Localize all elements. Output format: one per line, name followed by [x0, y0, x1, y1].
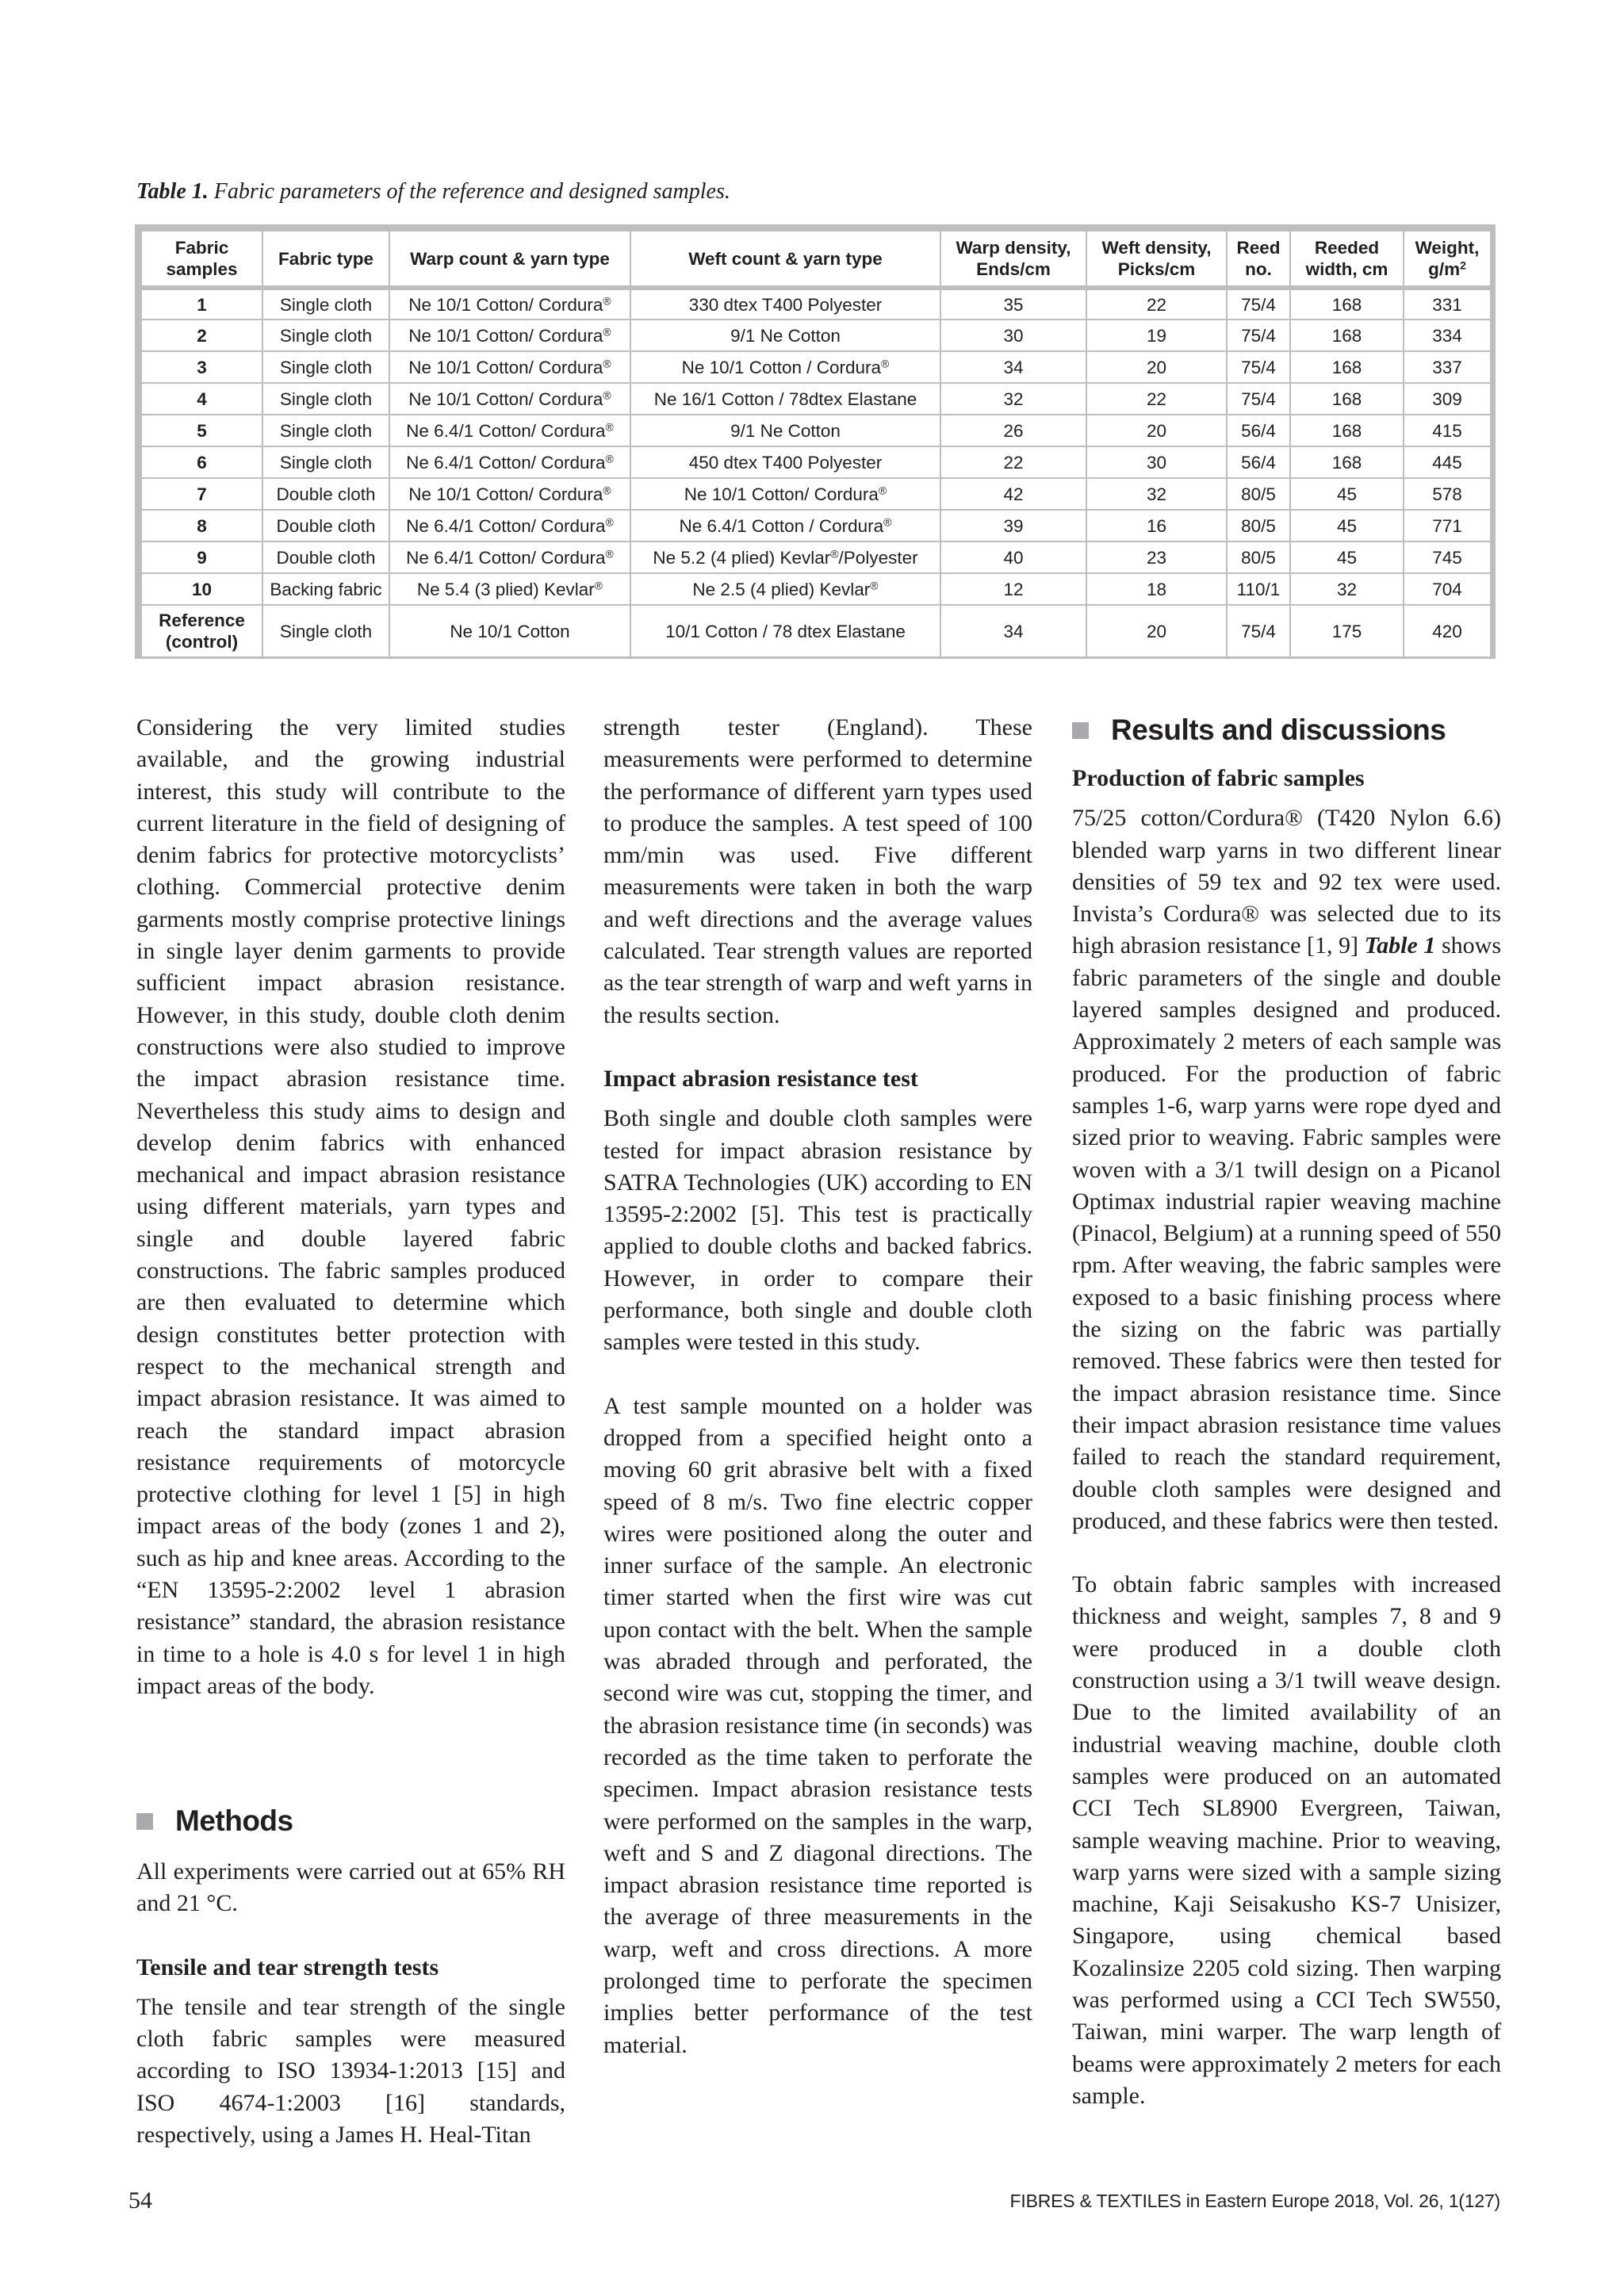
sample-id-cell: 8	[141, 510, 262, 541]
table-cell: 20	[1086, 605, 1227, 657]
sample-id-cell: 3	[141, 351, 262, 383]
table-cell: Double cloth	[262, 510, 389, 541]
table-cell: Ne 6.4/1 Cotton/ Cordura®	[389, 415, 630, 446]
table-cell: 34	[940, 605, 1086, 657]
table-cell: Ne 2.5 (4 plied) Kevlar®	[630, 573, 940, 605]
table-cell: Ne 10/1 Cotton/ Cordura®	[389, 288, 630, 320]
table-cell: Single cloth	[262, 351, 389, 383]
table-cell: 75/4	[1227, 288, 1290, 320]
table-header-cell: Fabric type	[262, 231, 389, 288]
table-cell: Single cloth	[262, 383, 389, 415]
table-cell: 30	[940, 320, 1086, 351]
table-cell: Ne 10/1 Cotton/ Cordura®	[389, 351, 630, 383]
table-cell: 20	[1086, 415, 1227, 446]
table-cell: 22	[1086, 288, 1227, 320]
production-text-b: shows fabric parameters of the single and double layered samples designed and produced. Approximately 2 meters of each sample was produced. For the production of fabric samples 1-6, warp yarns were rope dyed and sized prior to weaving. Fabric samples were woven with a 3/1 twill design on a Picanol Optimax industrial rapier weaving machine (Pinacol, Belgium) at a running speed of 550 rpm. After weaving, the fabric samples were exposed to a basic finishing process where the sizing on the fabric was partially removed. These fabrics were then tested for the impact abrasion resistance time. Since their impact abrasion resistance time values failed to reach the standard requirement, double cloth samples were designed and produced, and these fabrics were then tested.	[1072, 932, 1502, 1534]
table-header-cell: Warp density, Ends/cm	[940, 231, 1086, 288]
text-column-1	[136, 712, 565, 1702]
table-row	[141, 510, 1491, 541]
table-cell: 42	[940, 478, 1086, 510]
results-heading	[1072, 714, 1446, 747]
table-cell: 578	[1404, 478, 1491, 510]
table-row	[141, 415, 1491, 446]
table-cell: Ne 6.4/1 Cotton/ Cordura®	[389, 446, 630, 478]
table-cell: 309	[1404, 383, 1491, 415]
table-cell: 22	[940, 446, 1086, 478]
table-cell: 75/4	[1227, 320, 1290, 351]
impact-heading: Impact abrasion resistance test	[603, 1065, 918, 1092]
table-cell: 168	[1290, 351, 1404, 383]
table-cell: 175	[1290, 605, 1404, 657]
table-cell: 12	[940, 573, 1086, 605]
sample-id-cell: 1	[141, 288, 262, 320]
table-header-row	[141, 231, 1491, 288]
sample-id-cell: 9	[141, 541, 262, 573]
table-cell: Ne 10/1 Cotton/ Cordura®	[389, 478, 630, 510]
table-cell: 32	[1086, 478, 1227, 510]
table-cell: 26	[940, 415, 1086, 446]
table-header-cell: Reeded width, cm	[1290, 231, 1404, 288]
table-cell: 45	[1290, 541, 1404, 573]
intro-paragraph: Considering the very limited studies available, and the growing industrial interest, this study will contribute to the current literature in the field of designing of denim fabrics for protective motorcyclists’ clothing. Commercial protective denim garments mostly comprise protective linings in single layer denim garments to provide sufficient impact abrasion resistance. However, in this study, double cloth denim constructions were also studied to improve the impact abrasion resistance time. Nevertheless this study aims to design and develop denim fabrics with enhanced mechanical and impact abrasion resistance using different materials, yarn types and single and double layered fabric constructions. The fabric samples produced are then evaluated to determine which design constitutes better protection with respect to the mechanical strength and impact abrasion resistance. It was aimed to reach the standard impact abrasion resistance requirements of motorcycle protective clothing for level 1 [5] in high impact areas of the body (zones 1 and 2), such as hip and knee areas. According to the “EN 13595-2:2002 level 1 abrasion resistance” standard, the abrasion resistance in time to a hole is 4.0 s for level 1 in high impact areas of the body.	[136, 714, 565, 1699]
table-cell: Ne 6.4/1 Cotton/ Cordura®	[389, 510, 630, 541]
table-cell: 23	[1086, 541, 1227, 573]
table-row	[141, 446, 1491, 478]
table-cell: 337	[1404, 351, 1491, 383]
table-caption	[136, 176, 1484, 208]
table-row	[141, 605, 1491, 657]
table-header-cell: Fabric samples	[141, 231, 262, 288]
table-cell: 45	[1290, 510, 1404, 541]
table-cell: 704	[1404, 573, 1491, 605]
table-cell: Ne 10/1 Cotton / Cordura®	[630, 351, 940, 383]
table-cell: Ne 10/1 Cotton/ Cordura®	[389, 383, 630, 415]
table-cell: 34	[940, 351, 1086, 383]
page-number: 54	[128, 2187, 152, 2214]
table-cell: 168	[1290, 320, 1404, 351]
table-reference-link: Table 1	[1364, 932, 1436, 959]
table-cell: 331	[1404, 288, 1491, 320]
table-cell: Ne 6.4/1 Cotton/ Cordura®	[389, 541, 630, 573]
section-marker-icon	[1072, 722, 1089, 739]
production-heading: Production of fabric samples	[1072, 765, 1365, 791]
table-cell: Double cloth	[262, 541, 389, 573]
table-cell: 168	[1290, 415, 1404, 446]
table-cell: Ne 16/1 Cotton / 78dtex Elastane	[630, 383, 940, 415]
table-cell: 56/4	[1227, 415, 1290, 446]
table-cell: 334	[1404, 320, 1491, 351]
table-header-cell: Warp count & yarn type	[389, 231, 630, 288]
table-cell: Single cloth	[262, 288, 389, 320]
impact-paragraph-2: A test sample mounted on a holder was dropped from a specified height onto a moving 60 grit abrasive belt with a fixed speed of 8 m/s. Two fine electric copper wires were positioned along the outer and inner surface of the sample. An electronic timer started when the first wire was cut upon contact with the belt. When the sample was abraded through and perforated, the second wire was cut, stopping the timer, and the abrasion resistance time (in seconds) was recorded as the time taken to perforate the specimen. Impact abrasion resistance tests were performed on the samples in the warp, weft and S and Z diagonal directions. The impact abrasion resistance time reported is the average of three measurements in the warp, weft and cross directions. A more prolonged time to perforate the specimen implies better performance of the test material.	[603, 1392, 1032, 2058]
sample-id-cell: Reference (control)	[141, 605, 262, 657]
table-cell: 75/4	[1227, 351, 1290, 383]
table-cell: 9/1 Ne Cotton	[630, 415, 940, 446]
sample-id-cell: 7	[141, 478, 262, 510]
text-column-3	[1072, 763, 1501, 2112]
table-cell: 80/5	[1227, 478, 1290, 510]
table-row	[141, 478, 1491, 510]
table-cell: Ne 10/1 Cotton	[389, 605, 630, 657]
table-row	[141, 541, 1491, 573]
table-header-cell: Weight, $g/m^2$	[1404, 231, 1491, 288]
table-cell: 168	[1290, 383, 1404, 415]
table-cell: Ne 6.4/1 Cotton / Cordura®	[630, 510, 940, 541]
table-header-cell: Reed no.	[1227, 231, 1290, 288]
table-cell: Single cloth	[262, 605, 389, 657]
table-caption-label: Table 1.	[136, 179, 209, 204]
table-cell: Single cloth	[262, 415, 389, 446]
sample-id-cell: 10	[141, 573, 262, 605]
fabric-parameters-table	[140, 230, 1492, 658]
table-cell: Single cloth	[262, 446, 389, 478]
table-cell: Single cloth	[262, 320, 389, 351]
table-row	[141, 573, 1491, 605]
table-cell: 39	[940, 510, 1086, 541]
table-cell: 330 dtex T400 Polyester	[630, 288, 940, 320]
sample-id-cell: 5	[141, 415, 262, 446]
table-cell: 18	[1086, 573, 1227, 605]
table-row	[141, 288, 1491, 320]
methods-heading	[136, 1804, 293, 1838]
table-cell: 22	[1086, 383, 1227, 415]
table-cell: 168	[1290, 288, 1404, 320]
table-cell: 168	[1290, 446, 1404, 478]
table-cell: 9/1 Ne Cotton	[630, 320, 940, 351]
table-header-cell: Weft count & yarn type	[630, 231, 940, 288]
table-cell: Double cloth	[262, 478, 389, 510]
table-header-cell: Weft density, Picks/cm	[1086, 231, 1227, 288]
table-cell: Backing fabric	[262, 573, 389, 605]
table-cell: Ne 10/1 Cotton/ Cordura®	[630, 478, 940, 510]
table-cell: Ne 10/1 Cotton/ Cordura®	[389, 320, 630, 351]
results-heading-text: Results and discussions	[1111, 714, 1446, 746]
table-cell: 771	[1404, 510, 1491, 541]
impact-paragraph-1: Both single and double cloth samples were tested for impact abrasion resistance by SATRA Technologies (UK) according to EN 13595-2:2002 [5]. This test is practically applied to double cloths and backed fabrics. However, in order to compare their performance, both single and double cloth samples were tested in this study.	[603, 1105, 1032, 1356]
table-cell: 450 dtex T400 Polyester	[630, 446, 940, 478]
table-cell: 32	[1290, 573, 1404, 605]
table-cell: 75/4	[1227, 383, 1290, 415]
fabric-parameters-table-frame	[135, 224, 1496, 659]
table-row	[141, 383, 1491, 415]
double-cloth-paragraph: To obtain fabric samples with increased thickness and weight, samples 7, 8 and 9 were produced in a double cloth construction using a 3/1 twill weave design. Due to the limited availability of an industrial weaving machine, double cloth samples were produced on an automated CCI Tech SL8900 Evergreen, Taiwan, sample weaving machine. Prior to weaving, warp yarns were sized with a sample sizing machine, Kaji Seisakusho KS-7 Unisizer, Singapore, using chemical based Kozalinsize 2205 cold sizing. Then warping was performed using a CCI Tech SW550, Taiwan, mini warper. The warp length of beams were approximately 2 meters for each sample.	[1072, 1571, 1501, 2109]
table-cell: 80/5	[1227, 510, 1290, 541]
table-cell: 35	[940, 288, 1086, 320]
table-row	[141, 320, 1491, 351]
methods-text	[136, 1856, 565, 2151]
tensile-heading: Tensile and tear strength tests	[136, 1954, 439, 1980]
table-body	[141, 288, 1491, 657]
production-text-a: 75/25 cotton/Cordura® (T420 Nylon 6.6) blended warp yarns in two different linear densities of 59 tex and 92 tex were used. Invista’s Cordura® was selected due to its high abrasion resistance [1, 9]	[1072, 805, 1501, 959]
table-cell: 445	[1404, 446, 1491, 478]
table-cell: 20	[1086, 351, 1227, 383]
sample-id-cell: 6	[141, 446, 262, 478]
table-cell: 80/5	[1227, 541, 1290, 573]
sample-id-cell: 2	[141, 320, 262, 351]
table-cell: 16	[1086, 510, 1227, 541]
table-cell: 32	[940, 383, 1086, 415]
tensile-paragraph: The tensile and tear strength of the single cloth fabric samples were measured according to ISO 13934-1:2013 [15] and ISO 4674-1:2003 [16] standards, respectively, using a James H. Heal-Titan	[136, 1993, 565, 2149]
table-cell: 110/1	[1227, 573, 1290, 605]
table-cell: 10/1 Cotton / 78 dtex Elastane	[630, 605, 940, 657]
methods-heading-text: Methods	[175, 1804, 293, 1837]
table-cell: 745	[1404, 541, 1491, 573]
methods-paragraph: All experiments were carried out at 65% RH and 21 °C.	[136, 1858, 565, 1917]
sample-id-cell: 4	[141, 383, 262, 415]
table-cell: 45	[1290, 478, 1404, 510]
production-paragraph	[1072, 802, 1501, 1537]
table-cell: Ne 5.2 (4 plied) Kevlar®/Polyester	[630, 541, 940, 573]
table-cell: 75/4	[1227, 605, 1290, 657]
table-cell: 30	[1086, 446, 1227, 478]
journal-footer: FIBRES & TEXTILES in Eastern Europe 2018, Vol. 26, 1(127)	[1009, 2191, 1500, 2211]
table-cell: 40	[940, 541, 1086, 573]
table-cell: 420	[1404, 605, 1491, 657]
table-caption-text: Fabric parameters of the reference and designed samples.	[213, 179, 730, 204]
section-marker-icon	[136, 1813, 153, 1830]
table-cell: 56/4	[1227, 446, 1290, 478]
table-row	[141, 351, 1491, 383]
table-cell: 415	[1404, 415, 1491, 446]
text-column-2	[603, 712, 1032, 2061]
strength-paragraph: strength tester (England). These measurements were performed to determine the performance of different yarn types used to produce the samples. A test speed of 100 mm/min was used. Five different measurements were taken in both the warp and weft directions and the average values calculated. Tear strength values are reported as the tear strength of warp and weft yarns in the results section.	[603, 714, 1032, 1028]
table-cell: Ne 5.4 (3 plied) Kevlar®	[389, 573, 630, 605]
table-cell: 19	[1086, 320, 1227, 351]
